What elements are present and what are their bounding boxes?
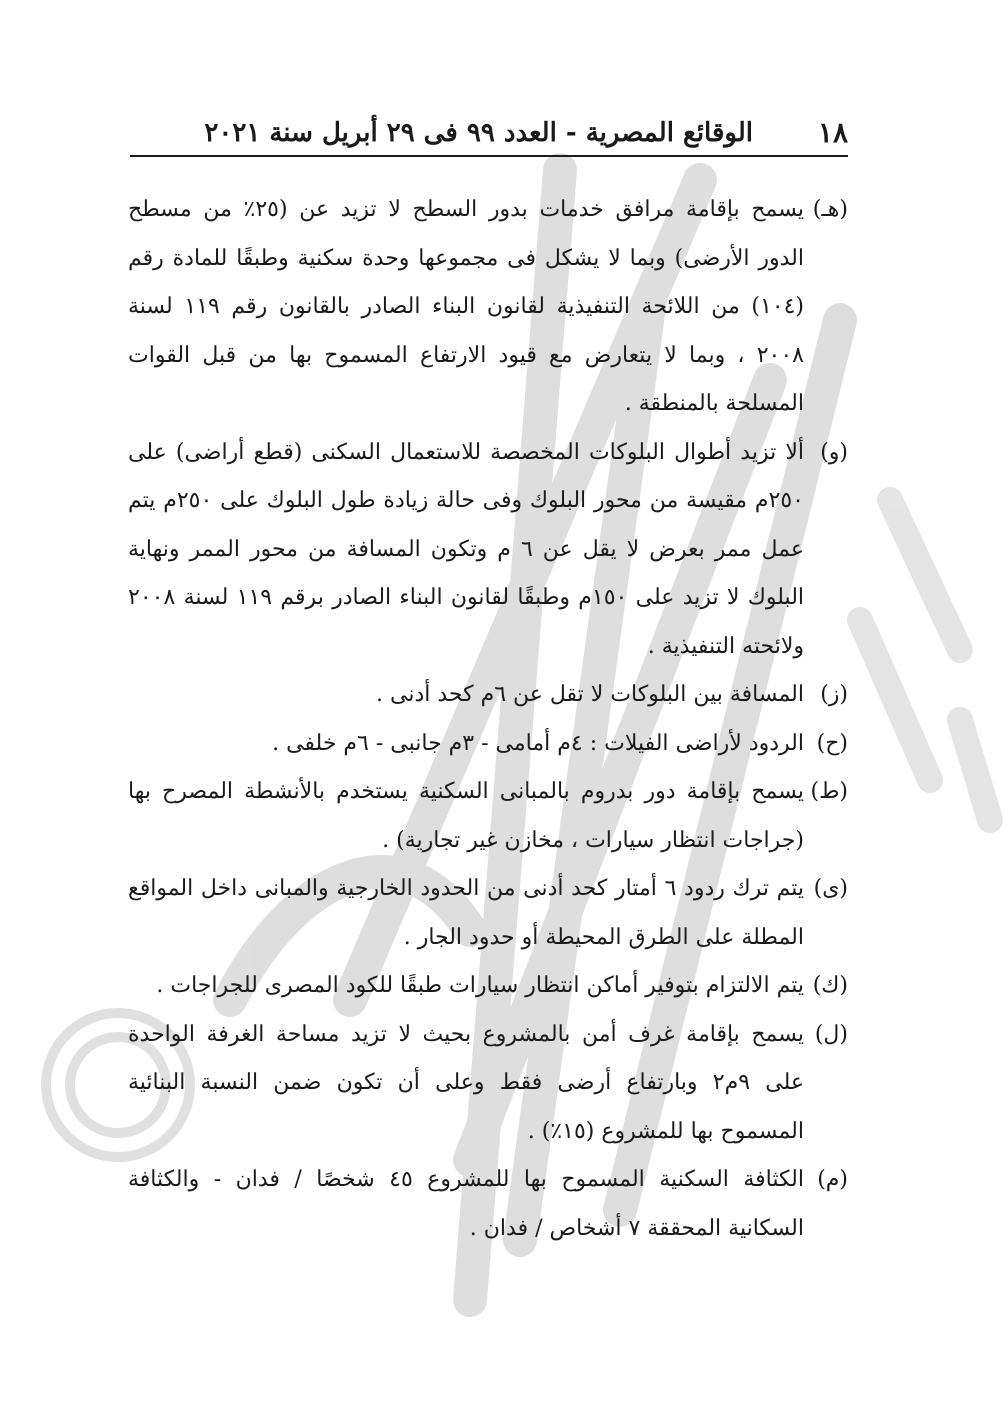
clauses-list <box>128 186 848 1253</box>
clause-tta <box>128 768 848 865</box>
clause-letter: (هـ) <box>812 197 848 222</box>
header-divider <box>130 155 848 157</box>
clause-letter: (ط) <box>810 779 848 804</box>
clause-text: يسمح بإقامة غرف أمن بالمشروع بحيث لا تزيد مساحة الغرفة الواحدة على ٩م٢ وبارتفاع أرضى فقط وعلى أن تكون ضمن النسبة البنائية المسموح بها للمشروع (١٥٪) . <box>128 1021 804 1144</box>
clause-text: يتم الالتزام بتوفير أماكن انتظار سيارات طبقًا للكود المصرى للجراجات . <box>156 973 804 998</box>
clause-text: الردود لأراضى الفيلات : ٤م أمامى - ٣م جانبى - ٦م خلفى . <box>272 730 804 756</box>
clause-hha <box>128 720 848 769</box>
clause-lam <box>128 1011 848 1157</box>
clause-text: الكثافة السكنية المسموح بها للمشروع ٤٥ شخصًا / فدان - والكثافة السكانية المحققة ٧ أشخاص / فدان . <box>128 1167 804 1241</box>
clause-letter: (ى) <box>813 876 848 901</box>
clause-letter: (و) <box>820 439 848 465</box>
clause-mim <box>128 1156 848 1253</box>
clause-kaf <box>128 962 848 1011</box>
clause-letter: (ل) <box>814 1021 848 1047</box>
clause-text: يتم ترك ردود ٦ أمتار كحد أدنى من الحدود الخارجية والمبانى داخل المواقع المطلة على الطرق المحيطة أو حدود الجار . <box>128 876 804 950</box>
clause-waw <box>128 429 848 672</box>
clause-text: المسافة بين البلوكات لا تقل عن ٦م كحد أدنى . <box>376 682 804 707</box>
clause-text: ألا تزيد أطوال البلوكات المخصصة للاستعمال السكنى (قطع أراضى) على ٢٥٠م مقيسة من محور البلوك وفى حالة زيادة طول البلوك على ٢٥٠م يتم عمل ممر بعرض لا يقل عن ٦ م وتكون المسافة من محور الممر ونهاية البلوك لا تزيد على ١٥٠م وطبقًا لقانون البناء الصادر برقم ١١٩ لسنة ٢٠٠٨ ولائحته التنفيذية . <box>128 439 805 659</box>
clause-ya <box>128 865 848 962</box>
clause-letter: (م) <box>817 1167 848 1192</box>
clause-zay <box>128 671 848 720</box>
gazette-title: الوقائع المصرية - العدد ٩٩ فى ٢٩ أبريل سنة ٢٠٢١ <box>204 118 753 148</box>
clause-text: يسمح بإقامة مرافق خدمات بدور السطح لا تزيد عن (٢٥٪ من مسطح الدور الأرضى) وبما لا يشكل فى مجموعها وحدة سكنية وطبقًا للمادة رقم (١٠٤) من اللائحة التنفيذية لقانون البناء الصادر بالقانون رقم ١١٩ لسنة ٢٠٠٨ ، وبما لا يتعارض مع قيود الارتفاع المسموح بها من قبل القوات المسلحة بالمنطقة . <box>128 197 804 416</box>
page-header <box>130 112 848 154</box>
clause-letter: (ك) <box>812 973 848 998</box>
clause-letter: (ز) <box>820 682 848 707</box>
clause-ha <box>128 186 848 429</box>
clause-text: يسمح بإقامة دور بدروم بالمبانى السكنية يستخدم بالأنشطة المصرح بها (جراجات انتظار سيارات ، مخازن غير تجارية) . <box>128 779 804 853</box>
clause-letter: (ح) <box>816 730 848 756</box>
page-number: ١٨ <box>817 116 848 149</box>
